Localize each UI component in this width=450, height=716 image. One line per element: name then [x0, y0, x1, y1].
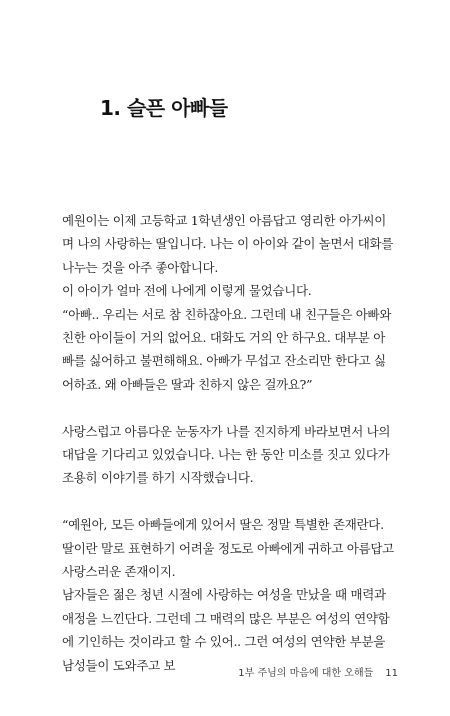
running-head: 1부 주님의 마음에 대한 오해들: [238, 668, 374, 679]
page-footer: [238, 664, 398, 679]
paragraph-young-men: 남자들은 젊은 청년 시절에 사랑하는 여성을 만났을 때 매력과 애정을 느낀단다. 그런데 그 매력의 많은 부분은 여성의 연약함에 기인하는 것이라고 할 수 있어.. 그런 여성의 연약한 부분을 남성들이 도와주고 보: [62, 587, 390, 673]
paragraph-waiting: 사랑스럽고 아름다운 눈동자가 나를 진지하게 바라보면서 나의 대답을 기다리고 있었습니다. 나는 한 동안 미소를 짓고 있다가 조용히 이야기를 하기 시작했습니다.: [62, 423, 391, 486]
page-number: 11: [385, 668, 398, 679]
paragraph-question-lead: 이 아이가 얼마 전에 나에게 이렇게 물었습니다.: [62, 283, 312, 299]
paragraph-intro: 예원이는 이제 고등학교 1학년생인 아름답고 영리한 아가씨이며 나의 사랑하는 딸입니다. 나는 이 아이와 같이 놀면서 대화를 나누는 것을 아주 좋아합니다.: [62, 213, 394, 275]
paragraph-daughter-quote: “아빠.. 우리는 서로 참 친하잖아요. 그런데 내 친구들은 아빠와 친한 아이들이 거의 없어요. 대화도 거의 안 하구요. 대부분 아빠를 싫어하고 불편해해요. 아빠가 무섭고 잔소리만 한다고 싫어하죠. 왜 아빠들은 딸과 친하지 않은 걸까요?”: [62, 306, 392, 392]
body-text: [62, 209, 396, 677]
paragraph-father-reply: “예원아, 모든 아빠들에게 있어서 딸은 정말 특별한 존재란다. 딸이란 말로 표현하기 어려울 정도로 아빠에게 귀하고 아름답고 사랑스러운 존재이지.: [62, 517, 394, 580]
chapter-title: 1. 슬픈 아빠들: [100, 96, 228, 120]
